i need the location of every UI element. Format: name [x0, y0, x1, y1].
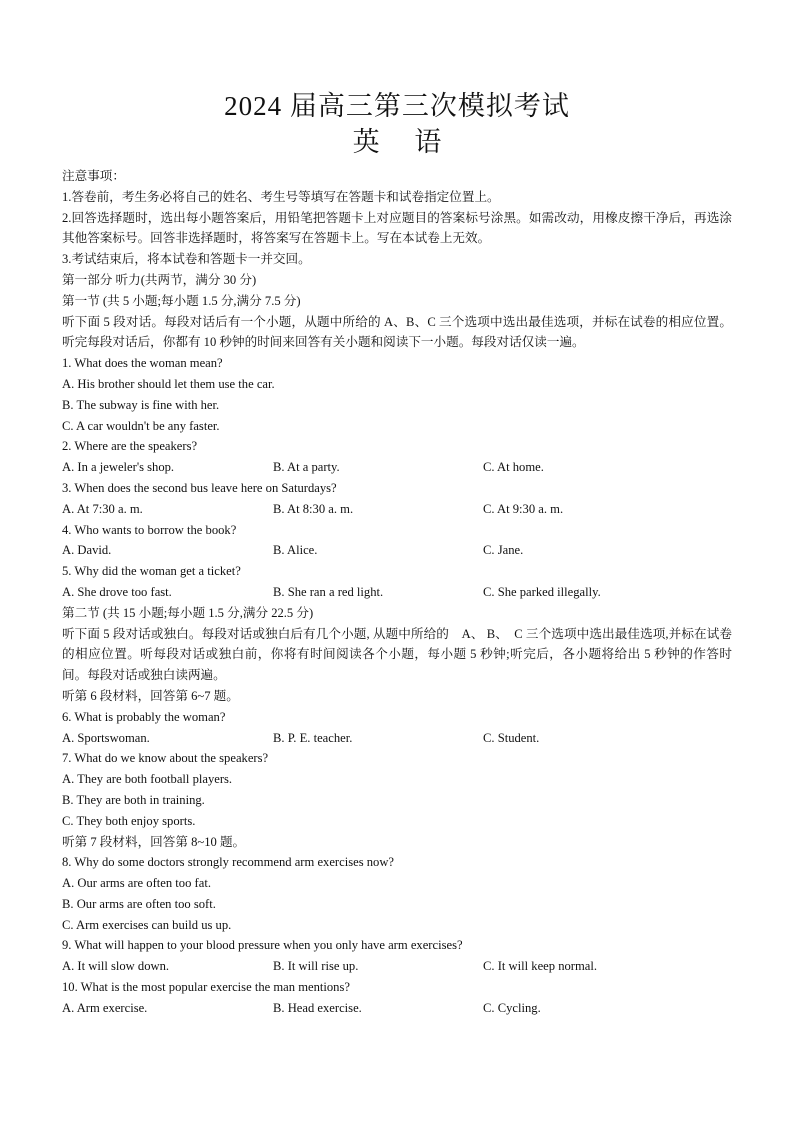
answer-option: B. P. E. teacher.: [273, 730, 353, 745]
answer-option: C. Student.: [483, 730, 540, 745]
option-row: [62, 998, 732, 1019]
question-stem: 6. What is probably the woman?: [62, 709, 226, 724]
exam-subject: 英 语: [352, 127, 456, 157]
answer-option: C. They both enjoy sports.: [62, 813, 196, 828]
question-stem: 3. When does the second bus leave here on Saturdays?: [62, 480, 337, 495]
exam-page: [62, 88, 732, 1019]
option-row: [62, 499, 732, 520]
answer-option: B. Alice.: [273, 543, 318, 558]
option-row: [62, 582, 732, 603]
answer-option: A. They are both football players.: [62, 772, 233, 787]
answer-option: B. At a party.: [273, 460, 340, 475]
question-stem: 1. What does the woman mean?: [62, 356, 223, 371]
section-instruction: 听下面 5 段对话或独白。每段对话或独白后有几个小题, 从题中所给的 A、 B、 C 三个选项中选出最佳选项,并标在试卷的相应位置。听每段对话或独白前，你将有时间阅读各个小题，每小题 5 秒钟;听完后，各小题将给出 5 秒钟的作答时间。每段对话或独白读两遍。: [62, 626, 732, 683]
notice-item: 1.答卷前，考生务必将自己的姓名、考生号等填写在答题卡和试卷指定位置上。: [62, 189, 500, 204]
answer-option: A. Our arms are often too fat.: [62, 876, 211, 891]
answer-option: C. At 9:30 a. m.: [483, 501, 564, 516]
option-row: [62, 956, 732, 977]
option-row: [62, 540, 732, 561]
answer-option: C. It will keep normal.: [483, 959, 598, 974]
part-heading: 第一部分 听力(共两节，满分 30 分): [62, 272, 257, 287]
question-stem: 7. What do we know about the speakers?: [62, 751, 269, 766]
answer-option: A. She drove too fast.: [62, 584, 172, 599]
question-stem: 9. What will happen to your blood pressure when you only have arm exercises?: [62, 938, 463, 953]
question-stem: 2. Where are the speakers?: [62, 439, 198, 454]
answer-option: A. David.: [62, 543, 112, 558]
question-stem: 10. What is the most popular exercise the man mentions?: [62, 980, 350, 995]
answer-option: C. She parked illegally.: [483, 584, 601, 599]
option-row: [62, 457, 732, 478]
answer-option: B. Head exercise.: [273, 1000, 362, 1015]
answer-option: A. At 7:30 a. m.: [62, 501, 143, 516]
group-heading: 听第 6 段材料，回答第 6~7 题。: [62, 688, 239, 703]
section-heading: 第二节 (共 15 小题;每小题 1.5 分,满分 22.5 分): [62, 605, 314, 620]
question-stem: 5. Why did the woman get a ticket?: [62, 564, 241, 579]
answer-option: A. Sportswoman.: [62, 730, 150, 745]
answer-option: A. His brother should let them use the car.: [62, 376, 275, 391]
answer-option: C. A car wouldn't be any faster.: [62, 418, 220, 433]
notice-heading: 注意事项：: [62, 169, 125, 183]
section-heading: 第一节 (共 5 小题;每小题 1.5 分,满分 7.5 分): [62, 293, 301, 308]
answer-option: B. It will rise up.: [273, 959, 359, 974]
answer-option: A. It will slow down.: [62, 959, 170, 974]
answer-option: B. Our arms are often too soft.: [62, 896, 216, 911]
answer-option: A. In a jeweler's shop.: [62, 460, 175, 475]
answer-option: B. She ran a red light.: [273, 584, 384, 599]
answer-option: B. The subway is fine with her.: [62, 397, 220, 412]
group-heading: 听第 7 段材料，回答第 8~10 题。: [62, 834, 246, 849]
section-instruction: 听下面 5 段对话。每段对话后有一个小题，从题中所给的 A、B、C 三个选项中选出最佳选项，并标在试卷的相应位置。听完每段对话后，你都有 10 秒钟的时间来回答有关小题和阅读下一小题。每段对话仅读一遍。: [62, 314, 732, 350]
answer-option: A. Arm exercise.: [62, 1000, 148, 1015]
answer-option: C. Cycling.: [483, 1000, 541, 1015]
answer-option: C. At home.: [483, 460, 544, 475]
answer-option: C. Jane.: [483, 543, 524, 558]
notice-item: 3.考试结束后，将本试卷和答题卡一并交回。: [62, 252, 311, 267]
option-row: [62, 728, 732, 749]
exam-title: 2024 届高三第三次模拟考试: [224, 91, 570, 121]
answer-option: B. They are both in training.: [62, 792, 205, 807]
question-stem: 4. Who wants to borrow the book?: [62, 522, 237, 537]
notice-item: 2.回答选择题时，选出每小题答案后，用铅笔把答题卡上对应题目的答案标号涂黑。如需改动，用橡皮擦干净后，再选涂其他答案标号。回答非选择题时，将答案写在答题卡上。写在本试卷上无效。: [62, 210, 732, 246]
answer-option: C. Arm exercises can build us up.: [62, 917, 232, 932]
answer-option: B. At 8:30 a. m.: [273, 501, 354, 516]
question-stem: 8. Why do some doctors strongly recommend arm exercises now?: [62, 855, 395, 870]
